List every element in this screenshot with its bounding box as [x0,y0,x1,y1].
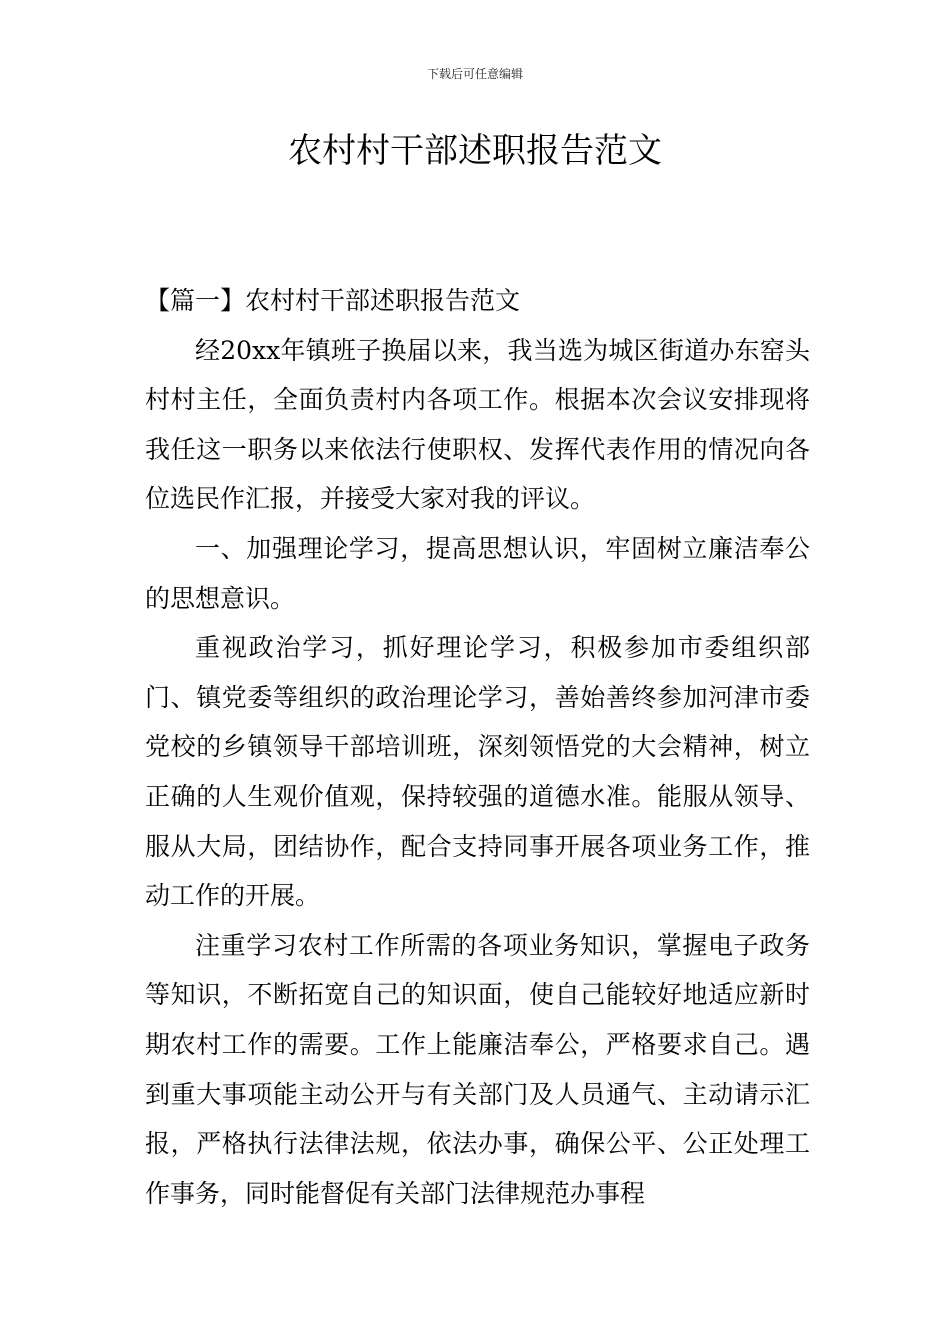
header-note: 下载后可任意编辑 [426,67,523,81]
paragraph-3: 重视政治学习，抓好理论学习，积极参加市委组织部门、镇党委等组织的政治理论学习，善始善终参加河津市委党校的乡镇领导干部培训班，深刻领悟党的大会精神，树立正确的人生观价值观，保持较强的道德水准。能服从领导、服从大局，团结协作，配合支持同事开展各项业务工作，推动工作的开展。 [145,633,810,911]
document-title: 农村村干部述职报告范文 [288,131,662,171]
section-heading: 【篇一】农村村干部述职报告范文 [145,286,521,315]
paragraph-2: 一、加强理论学习，提高思想认识，牢固树立廉洁奉公的思想意识。 [145,533,810,613]
paragraph-4: 注重学习农村工作所需的各项业务知识，掌握电子政务等知识，不断拓宽自己的知识面，使自己能较好地适应新时期农村工作的需要。工作上能廉洁奉公，严格要求自己。遇到重大事项能主动公开与有关部门及人员通气、主动请示汇报，严格执行法律法规，依法办事，确保公平、公正处理工作事务，同时能督促有关部门法律规范办事程 [145,930,810,1208]
paragraph-1: 经20xx年镇班子换届以来，我当选为城区街道办东窑头村村主任，全面负责村内各项工作。根据本次会议安排现将我任这一职务以来依法行使职权、发挥代表作用的情况向各位选民作汇报，并接受大家对我的评议。 [145,335,810,514]
document-body [145,276,810,1218]
